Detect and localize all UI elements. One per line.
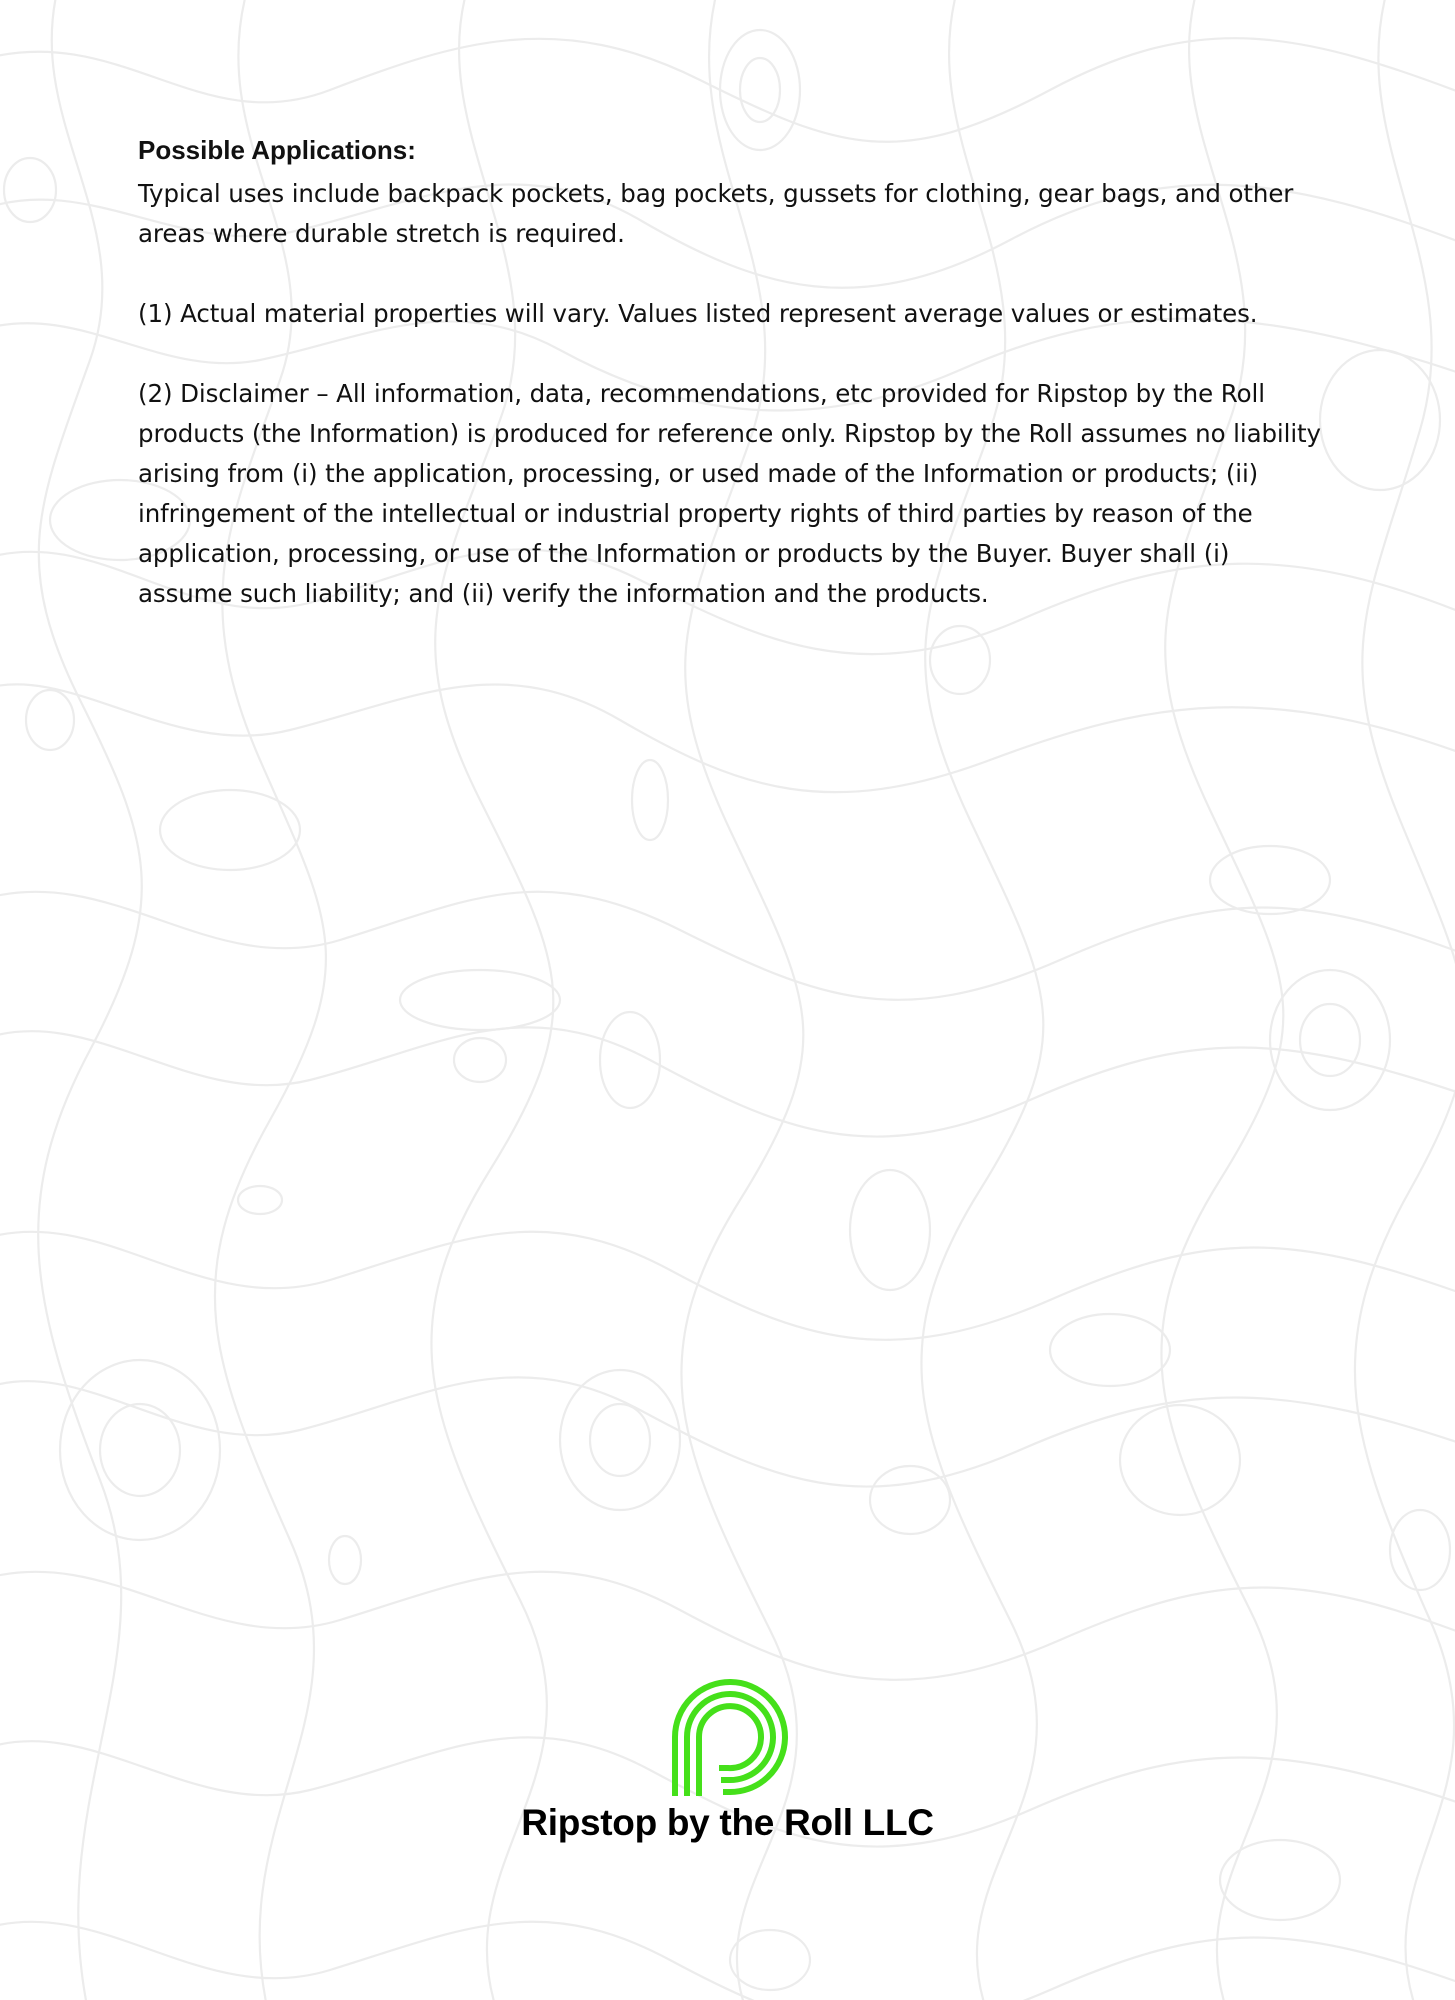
document-body xyxy=(138,128,1328,614)
ripstop-p-logo-icon xyxy=(663,1670,793,1800)
note-2-disclaimer: (2) Disclaimer – All information, data, recommendations, etc provided for Ripstop by the Roll products (the Information) is produced for reference only. Ripstop by the Roll assumes no liability arising from (i) the application, processing, or used made of the Information or products; (ii) infringement of the intellectual or industrial property rights of third parties by reason of the application, processing, or use of the Information or products by the Buyer. Buyer shall (i) assume such liability; and (ii) verify the information and the products. xyxy=(138,379,1321,608)
note-1: (1) Actual material properties will vary. Values listed represent average values or estimates. xyxy=(138,299,1258,328)
company-name: Ripstop by the Roll LLC xyxy=(521,1802,934,1843)
applications-text: Typical uses include backpack pockets, bag pockets, gussets for clothing, gear bags, and other areas where durable stretch is required. xyxy=(138,179,1294,248)
brand-footer xyxy=(0,1670,1455,1844)
applications-heading: Possible Applications: xyxy=(138,135,416,165)
